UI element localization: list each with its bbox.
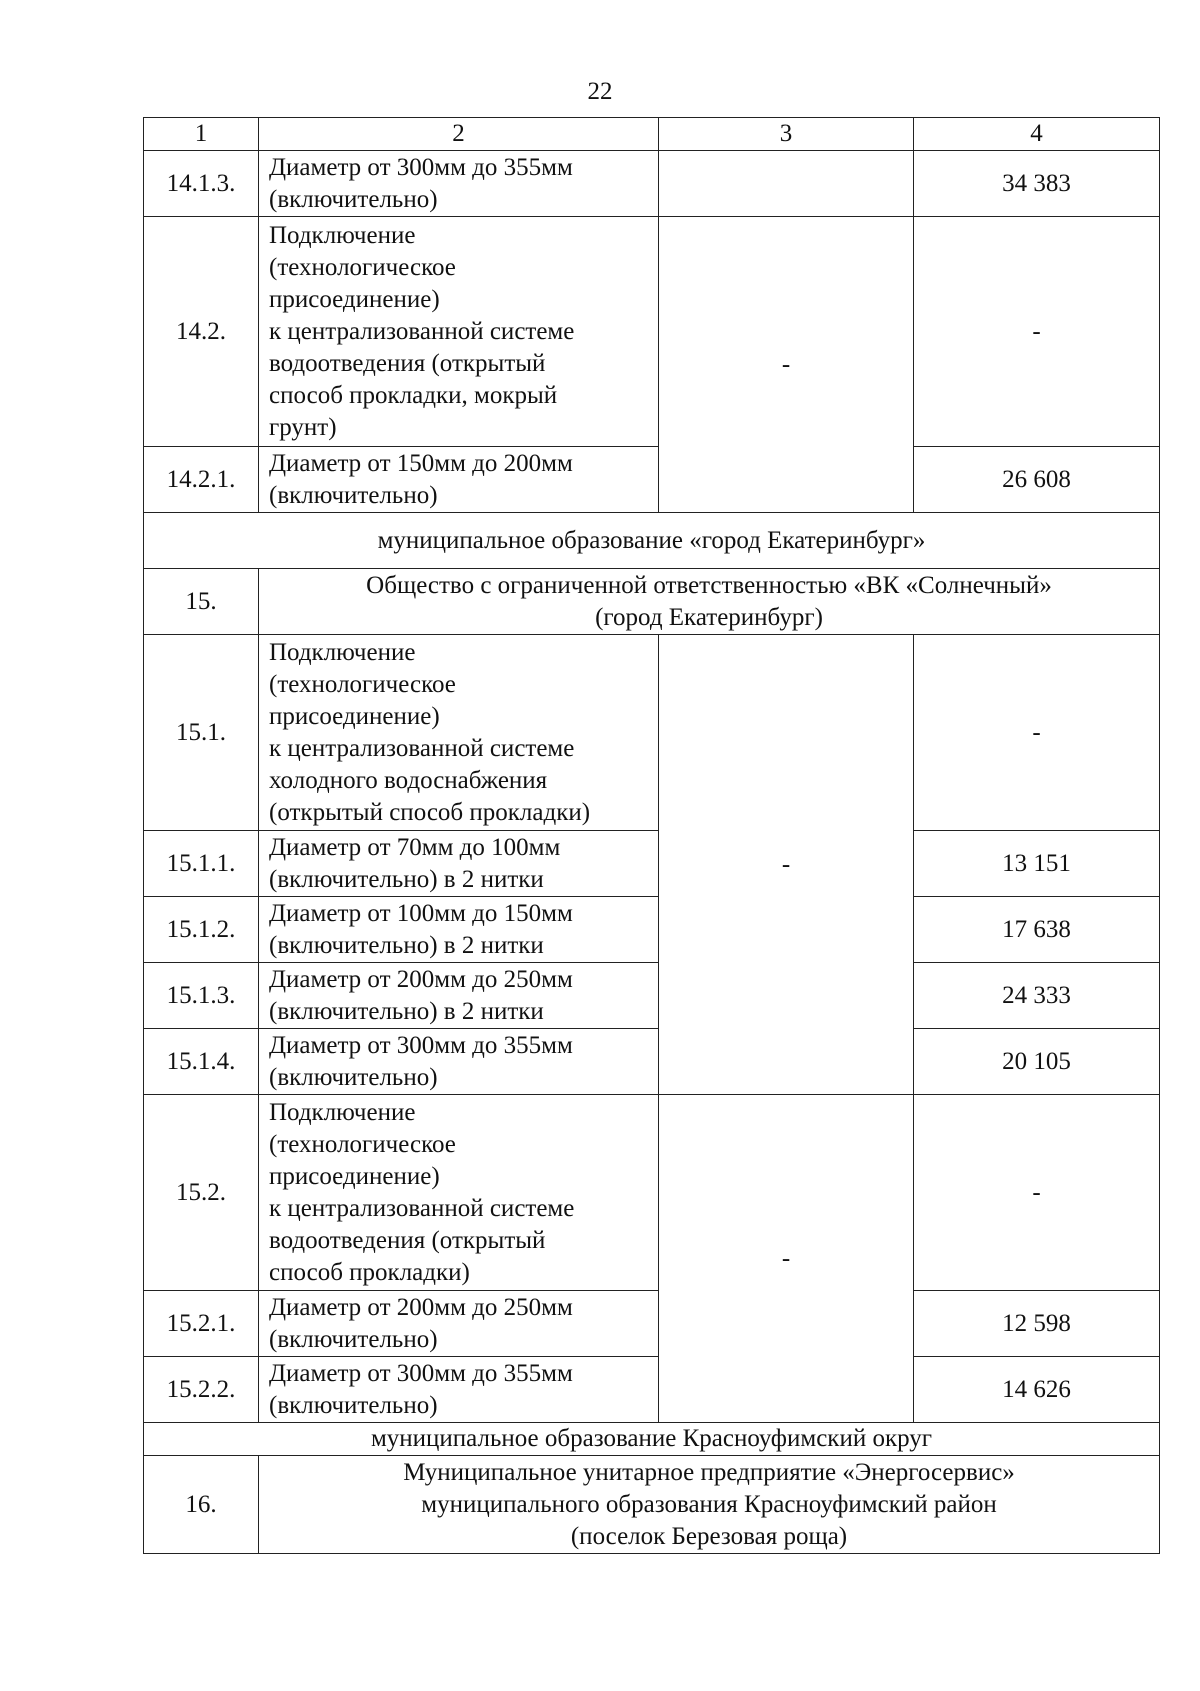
header-col-2: 2	[259, 118, 659, 151]
organization-line: (город Екатеринбург)	[595, 603, 823, 631]
description-line: (включительно) в 2 нитки	[269, 865, 544, 893]
description-line: способ прокладки, мокрый	[269, 381, 558, 409]
organization-row	[144, 569, 1160, 635]
row-col3: -	[659, 1095, 914, 1423]
row-description	[259, 1357, 659, 1423]
table-row	[144, 635, 1160, 831]
row-number: 14.1.3.	[144, 151, 259, 217]
table-row	[144, 1029, 1160, 1095]
row-number: 15.	[144, 569, 259, 635]
description-line: (включительно)	[269, 1391, 438, 1419]
row-description	[259, 217, 659, 447]
table-row	[144, 151, 1160, 217]
row-number: 16.	[144, 1456, 259, 1554]
row-value: 17 638	[914, 897, 1160, 963]
header-col-3: 3	[659, 118, 914, 151]
description-line: Диаметр от 100мм до 150мм	[269, 899, 573, 927]
description-line: Диаметр от 300мм до 355мм	[269, 1359, 573, 1387]
description-line: Диаметр от 200мм до 250мм	[269, 1293, 573, 1321]
description-line: к централизованной системе	[269, 1194, 575, 1222]
organization-line: (поселок Березовая роща)	[570, 1522, 848, 1550]
description-line: (технологическое	[269, 253, 456, 281]
municipality-title: муниципальное образование Красноуфимский округ	[144, 1423, 1160, 1456]
organization-name	[259, 569, 1160, 635]
description-line: Диаметр от 300мм до 355мм	[269, 1031, 573, 1059]
table-row	[144, 1095, 1160, 1291]
table-row	[144, 1291, 1160, 1357]
row-description	[259, 1029, 659, 1095]
description-line: Подключение	[269, 1098, 416, 1126]
description-line: (технологическое	[269, 670, 456, 698]
description-line: (технологическое	[269, 1130, 456, 1158]
description-line: присоединение)	[269, 285, 440, 313]
row-col3: -	[659, 635, 914, 1095]
row-number: 15.2.1.	[144, 1291, 259, 1357]
row-description	[259, 151, 659, 217]
description-line: водоотведения (открытый	[269, 349, 546, 377]
table-header-row	[144, 118, 1160, 151]
row-value: 20 105	[914, 1029, 1160, 1095]
row-description	[259, 1095, 659, 1291]
row-number: 15.2.	[144, 1095, 259, 1291]
table-row	[144, 217, 1160, 447]
description-line: присоединение)	[269, 1162, 440, 1190]
description-line: (включительно) в 2 нитки	[269, 997, 544, 1025]
row-number: 15.1.	[144, 635, 259, 831]
description-line: (включительно) в 2 нитки	[269, 931, 544, 959]
header-col-4: 4	[914, 118, 1160, 151]
municipality-row	[144, 1423, 1160, 1456]
organization-line: Общество с ограниченной ответственностью «ВК «Солнечный»	[366, 571, 1052, 599]
header-col-1: 1	[144, 118, 259, 151]
row-description	[259, 963, 659, 1029]
row-col3	[659, 151, 914, 217]
organization-row	[144, 1456, 1160, 1554]
row-number: 15.1.2.	[144, 897, 259, 963]
row-description	[259, 447, 659, 513]
description-line: Диаметр от 70мм до 100мм	[269, 833, 561, 861]
municipality-row	[144, 513, 1160, 569]
description-line: Подключение	[269, 638, 416, 666]
description-line: водоотведения (открытый	[269, 1226, 546, 1254]
description-line: холодного водоснабжения	[269, 766, 548, 794]
description-line: (открытый способ прокладки)	[269, 798, 591, 826]
row-number: 15.1.1.	[144, 831, 259, 897]
tariff-table	[143, 117, 1160, 1554]
row-value: 26 608	[914, 447, 1160, 513]
municipality-title: муниципальное образование «город Екатеринбург»	[144, 513, 1160, 569]
row-number: 15.1.4.	[144, 1029, 259, 1095]
row-number: 14.2.	[144, 217, 259, 447]
organization-line: Муниципальное унитарное предприятие «Энергосервис»	[403, 1458, 1015, 1486]
row-description	[259, 897, 659, 963]
row-description	[259, 635, 659, 831]
description-line: Диаметр от 200мм до 250мм	[269, 965, 573, 993]
row-value: 34 383	[914, 151, 1160, 217]
row-number: 15.1.3.	[144, 963, 259, 1029]
description-line: Диаметр от 300мм до 355мм	[269, 153, 573, 181]
row-number: 15.2.2.	[144, 1357, 259, 1423]
row-value: 13 151	[914, 831, 1160, 897]
description-line: присоединение)	[269, 702, 440, 730]
row-description	[259, 1291, 659, 1357]
description-line: (включительно)	[269, 1063, 438, 1091]
table-row	[144, 963, 1160, 1029]
table-row	[144, 1357, 1160, 1423]
description-line: способ прокладки)	[269, 1258, 470, 1286]
table-row	[144, 447, 1160, 513]
description-line: (включительно)	[269, 1325, 438, 1353]
description-line: Диаметр от 150мм до 200мм	[269, 449, 573, 477]
table-row	[144, 897, 1160, 963]
description-line: к централизованной системе	[269, 734, 575, 762]
organization-name	[259, 1456, 1160, 1554]
description-line: Подключение	[269, 221, 416, 249]
row-value: 14 626	[914, 1357, 1160, 1423]
description-line: (включительно)	[269, 481, 438, 509]
description-line: (включительно)	[269, 185, 438, 213]
table-row	[144, 831, 1160, 897]
row-value: -	[914, 217, 1160, 447]
organization-line: муниципального образования Красноуфимский район	[421, 1490, 997, 1518]
row-col3: -	[659, 217, 914, 513]
row-value: 12 598	[914, 1291, 1160, 1357]
description-line: к централизованной системе	[269, 317, 575, 345]
row-description	[259, 831, 659, 897]
row-value: -	[914, 635, 1160, 831]
row-value: -	[914, 1095, 1160, 1291]
description-line: грунт)	[269, 413, 337, 441]
page-number: 22	[587, 78, 613, 105]
row-number: 14.2.1.	[144, 447, 259, 513]
row-value: 24 333	[914, 963, 1160, 1029]
